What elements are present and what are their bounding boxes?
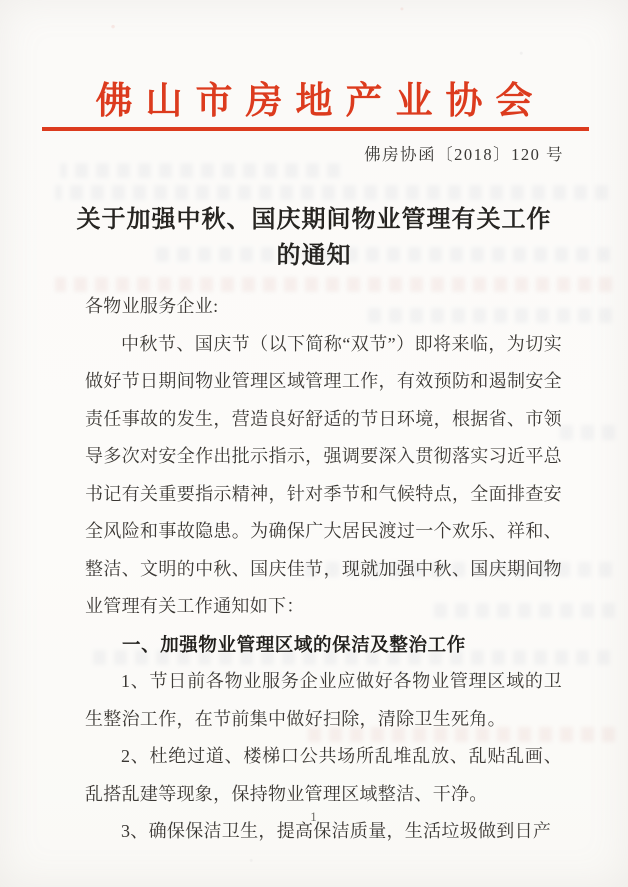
- section-1-item: 3、确保保洁卫生，提高保洁质量，生活垃圾做到日产: [121, 821, 552, 841]
- section-1-item: 1、节日前各物业服务企业应做好各物业管理区域的卫生整治工作，在节前集中做好扫除，清除卫生死角。: [85, 671, 562, 729]
- letterhead-divider: [42, 127, 589, 131]
- notice-title-line-2: 的通知: [276, 242, 352, 269]
- document-number: 佛房协函〔2018〕120 号: [364, 145, 564, 164]
- page-number: 1: [310, 809, 318, 824]
- notice-body: [85, 288, 562, 851]
- bleed-through-artifact: [60, 163, 340, 178]
- letterhead-title: 佛山市房地产业协会: [95, 81, 546, 122]
- notice-title-line-1: 关于加强中秋、国庆期间物业管理有关工作: [76, 206, 552, 233]
- section-1-item: 2、杜绝过道、楼梯口公共场所乱堆乱放、乱贴乱画、乱搭乱建等现象，保持物业管理区域整洁、干净。: [85, 746, 562, 804]
- intro-paragraph: 中秋节、国庆节（以下简称“双节”）即将来临，为切实做好节日期间物业管理区域管理工作，有效预防和遏制安全责任事故的发生，营造良好舒适的节日环境，根据省、市领导多次对安全作出批示指示，强调要深入贯彻落实习近平总书记有关重要指示精神，针对季节和气候特点，全面排查安全风险和事故隐患。为确保广大居民渡过一个欢乐、祥和、整洁、文明的中秋、国庆佳节，现就加强中秋、国庆期间物业管理有关工作通知如下：: [85, 333, 562, 616]
- salutation: 各物业服务企业:: [85, 296, 219, 316]
- section-1-heading: 一、加强物业管理区域的保洁及整治工作: [122, 633, 466, 655]
- bleed-through-artifact: [560, 425, 615, 440]
- notice-title: [44, 202, 584, 274]
- bleed-through-artifact: [55, 185, 608, 200]
